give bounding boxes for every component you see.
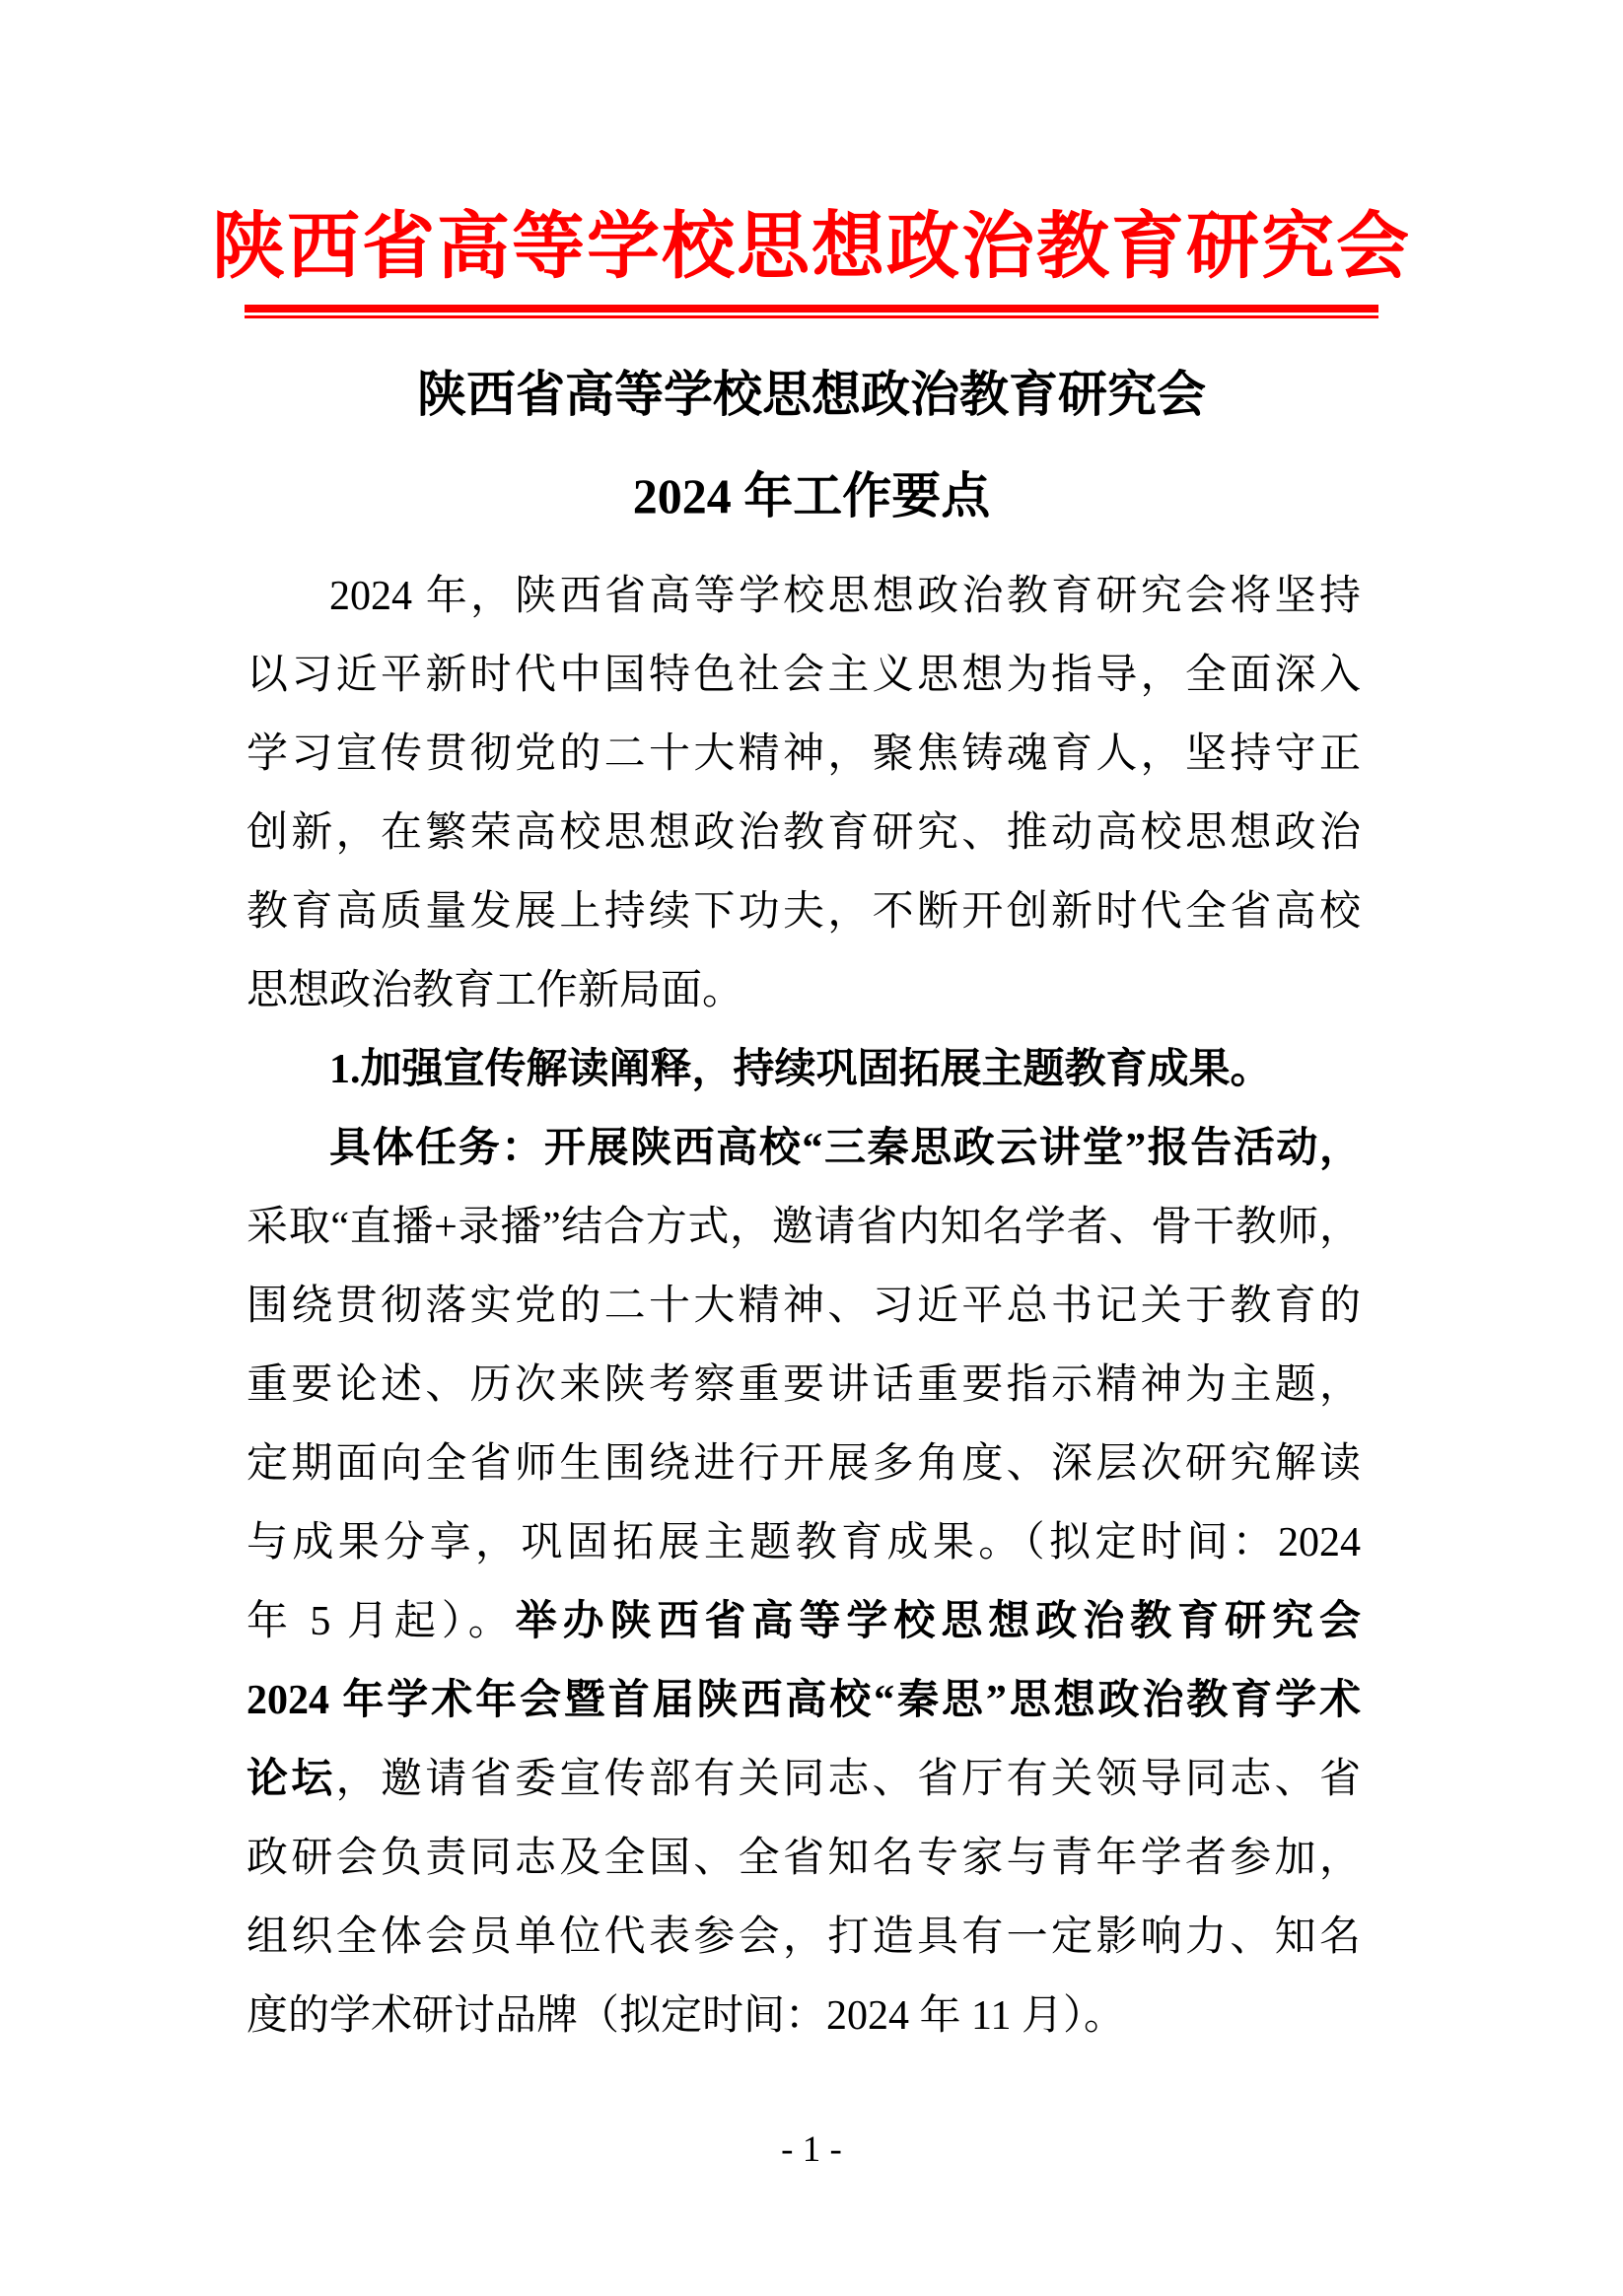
body-line [247,1503,1361,1582]
body-line [247,636,1361,715]
body-run-bold: 2024 年学术年会暨首届陕西高校“秦思”思想政治教育学术 [247,1678,1361,1723]
body-line [247,1977,1361,2055]
body-run: 重要论述、历次来陕考察重要讲话重要指示精神为主题， [247,1362,1361,1408]
body-run: 教育高质量发展上持续下功夫，不断开创新时代全省高校 [247,889,1361,935]
red-rule-thin-bar [245,315,1378,318]
body-run: 2024 年，陕西省高等学校思想政治教育研究会将坚持 [329,574,1361,619]
body-run: 采取“直播+录播”结合方式，邀请省内知名学者、骨干教师， [247,1205,1361,1250]
red-header-rule [245,305,1378,318]
body-run: ，邀请省委宣传部有关同志、省厅有关领导同志、省 [335,1757,1361,1802]
body-line [247,1267,1361,1346]
doc-title: 陕西省高等学校思想政治教育研究会 [417,367,1206,422]
body-run: 定期面向全省师生围绕进行开展多角度、深层次研究解读 [247,1441,1361,1487]
body-line [247,1188,1361,1267]
body-line [247,1740,1361,1819]
body-run-bold: 具体任务：开展陕西高校“三秦思政云讲堂”报告活动， [329,1126,1361,1171]
body-run-bold: 举办陕西省高等学校思想政治教育研究会 [515,1599,1361,1644]
body-run: 思想政治教育工作新局面。 [247,968,744,1013]
body-line [247,1582,1361,1661]
body-run: 创新，在繁荣高校思想政治教育研究、推动高校思想政治 [247,810,1361,856]
body-line [247,951,1361,1030]
doc-subtitle: 2024 年工作要点 [632,468,991,523]
body-run: 政研会负责同志及全国、全省知名专家与青年学者参加， [247,1836,1361,1881]
body-line [247,1030,1361,1109]
body-run: 年 5 月起）。 [247,1599,516,1644]
body-run: 学习宣传贯彻党的二十大精神，聚焦铸魂育人，坚持守正 [247,731,1361,777]
red-rule-thick-bar [245,305,1378,313]
body-run: 与成果分享，巩固拓展主题教育成果。（拟定时间：2024 [247,1520,1361,1565]
body-line [247,1346,1361,1425]
red-header-title: 陕西省高等学校思想政治教育研究会 [212,207,1411,288]
body-run-bold: 论坛 [247,1757,336,1802]
page-number: - 1 - [781,2129,842,2170]
body-line [247,794,1361,872]
body-line [247,1109,1361,1188]
body-line [247,1425,1361,1503]
body-line [247,715,1361,794]
body-run-bold: 1.加强宣传解读阐释，持续巩固拓展主题教育成果。 [329,1047,1272,1092]
body-run: 度的学术研讨品牌（拟定时间：2024 年 11 月）。 [247,1993,1125,2039]
body-line [247,1819,1361,1898]
body-line [247,1661,1361,1740]
body-run: 以习近平新时代中国特色社会主义思想为指导，全面深入 [247,653,1361,698]
document-body [247,557,1361,2055]
body-run: 围绕贯彻落实党的二十大精神、习近平总书记关于教育的 [247,1284,1361,1329]
body-run: 组织全体会员单位代表参会，打造具有一定影响力、知名 [247,1914,1361,1960]
body-line [247,557,1361,636]
body-line [247,1898,1361,1977]
body-line [247,872,1361,951]
